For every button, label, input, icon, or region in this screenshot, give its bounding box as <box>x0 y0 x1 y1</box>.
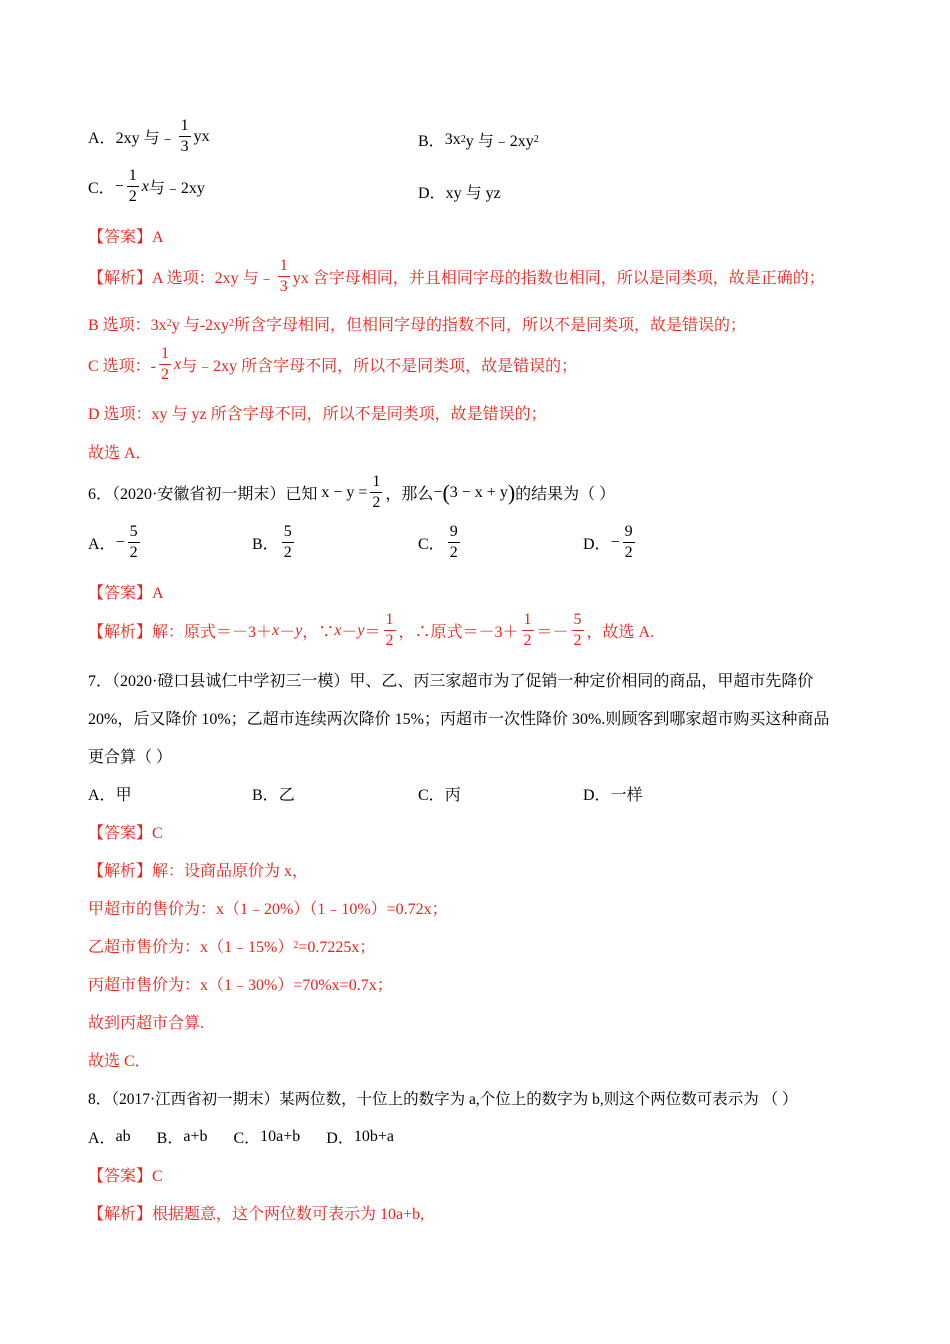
q7-stem-line1: 7．（2020·磴口县诚仁中学初三一模）甲、乙、丙三家超市为了促销一种定价相同的商品，甲超市先降价 <box>88 673 814 690</box>
q6-option-a: A． − $\frac{5}{2}$ <box>88 523 138 561</box>
fraction: $\frac{1}{2}$ <box>372 473 381 511</box>
q7-explanation-4: 丙超市售价为：x（1﹣30%）=70%x=0.7x； <box>88 977 393 994</box>
q5-option-a: A． 2xy 与﹣ $\frac{1}{3}$ yx <box>88 117 210 155</box>
q6-option-b: B． $\frac{5}{2}$ <box>252 523 292 561</box>
q5-option-b: B． 3x 2 y 与﹣2xy 2 <box>418 130 539 150</box>
q7-option-a: A． 甲 <box>88 787 132 804</box>
q5-answer: 【答案】A <box>88 229 164 246</box>
q6-explanation: 【解析】解：原式＝－3＋ x － y ，∵ x － y ＝ $\frac{1}{2}$ ，∴原式＝－3＋ $\frac{1}{2}$ ＝－ $\frac{5}{2}$ ，故选 A. <box>88 611 655 649</box>
q7-option-b: B． 乙 <box>252 787 295 804</box>
q5-conclusion: 故选 A． <box>88 445 152 462</box>
fraction: $\frac{9}{2}$ <box>449 523 458 561</box>
fraction: $\frac{1}{2}$ <box>523 611 532 649</box>
q6-option-d: D． − $\frac{9}{2}$ <box>583 523 633 561</box>
q8-stem: 8．（2017·江西省初一期末）某两位数，十位上的数字为 a,个位上的数字为 b,则这个两位数可表示为 （ ） <box>88 1091 798 1108</box>
fraction: $\frac{1}{2}$ <box>385 611 394 649</box>
q5-explanation-d: D 选项：xy 与 yz 所含字母不同，所以不是同类项，故是错误的； <box>88 406 547 423</box>
fraction: $\frac{5}{2}$ <box>573 611 582 649</box>
fraction: $\frac{1}{3}$ <box>279 257 288 295</box>
q7-option-c: C． 丙 <box>418 787 461 804</box>
fraction: $\frac{1}{2}$ <box>128 167 137 205</box>
q8-answer: 【答案】C <box>88 1168 163 1185</box>
q5-option-d: D． xy 与 yz <box>418 185 501 202</box>
q5-explanation-b: B 选项：3x 2 y 与-2xy 2 所含字母相同，但相同字母的指数不同，所以不是同类项，故是错误的； <box>88 317 747 334</box>
q7-explanation-1: 【解析】解：设商品原价为 x， <box>88 863 309 880</box>
q5-explanation-a: 【解析】A 选项：2xy 与﹣ $\frac{1}{3}$ yx 含字母相同，并且相同字母的指数也相同，所以是同类项，故是正确的； <box>88 257 825 295</box>
q7-answer: 【答案】C <box>88 825 163 842</box>
fraction: $\frac{9}{2}$ <box>624 523 633 561</box>
q7-conclusion: 故选 C． <box>88 1053 151 1070</box>
q8-explanation: 【解析】根据题意，这个两位数可表示为 10a+b, <box>88 1206 425 1223</box>
q7-explanation-2: 甲超市的售价为：x（1﹣20%）（1﹣10%）=0.72x； <box>88 901 448 918</box>
q7-option-d: D． 一样 <box>583 787 643 804</box>
q7-explanation-3: 乙超市售价为：x（1﹣15%） 2 =0.7225x； <box>88 939 376 956</box>
q6-stem: 6．（2020·安徽省初一期末）已知 x − y = $\frac{1}{2}$ ，那么 − ( 3 − x + y ) 的结果为（ ） <box>88 473 616 511</box>
q7-stem-line2: 20%，后又降价 10%；乙超市连续两次降价 15%；丙超市一次性降价 30%.则顾客到哪家超市购买这种商品 <box>88 711 830 728</box>
q6-option-c: C． $\frac{9}{2}$ <box>418 523 458 561</box>
q7-stem-line3: 更合算（ ） <box>88 749 173 766</box>
q7-explanation-5: 故到丙超市合算. <box>88 1015 205 1032</box>
q5-option-c: C． − $\frac{1}{2}$ x 与﹣2xy <box>88 167 205 205</box>
q6-answer: 【答案】A <box>88 585 164 602</box>
q5-explanation-c: C 选项：- $\frac{1}{2}$ x 与﹣2xy 所含字母不同，所以不是同类项，故是错误的； <box>88 345 578 383</box>
fraction: $\frac{5}{2}$ <box>283 523 292 561</box>
fraction: $\frac{1}{2}$ <box>161 345 170 383</box>
fraction: $\frac{1}{3}$ <box>180 117 189 155</box>
fraction: $\frac{5}{2}$ <box>129 523 138 561</box>
q8-options: A． ab B． a+b C． 10a+b D． 10b+a <box>88 1127 394 1147</box>
